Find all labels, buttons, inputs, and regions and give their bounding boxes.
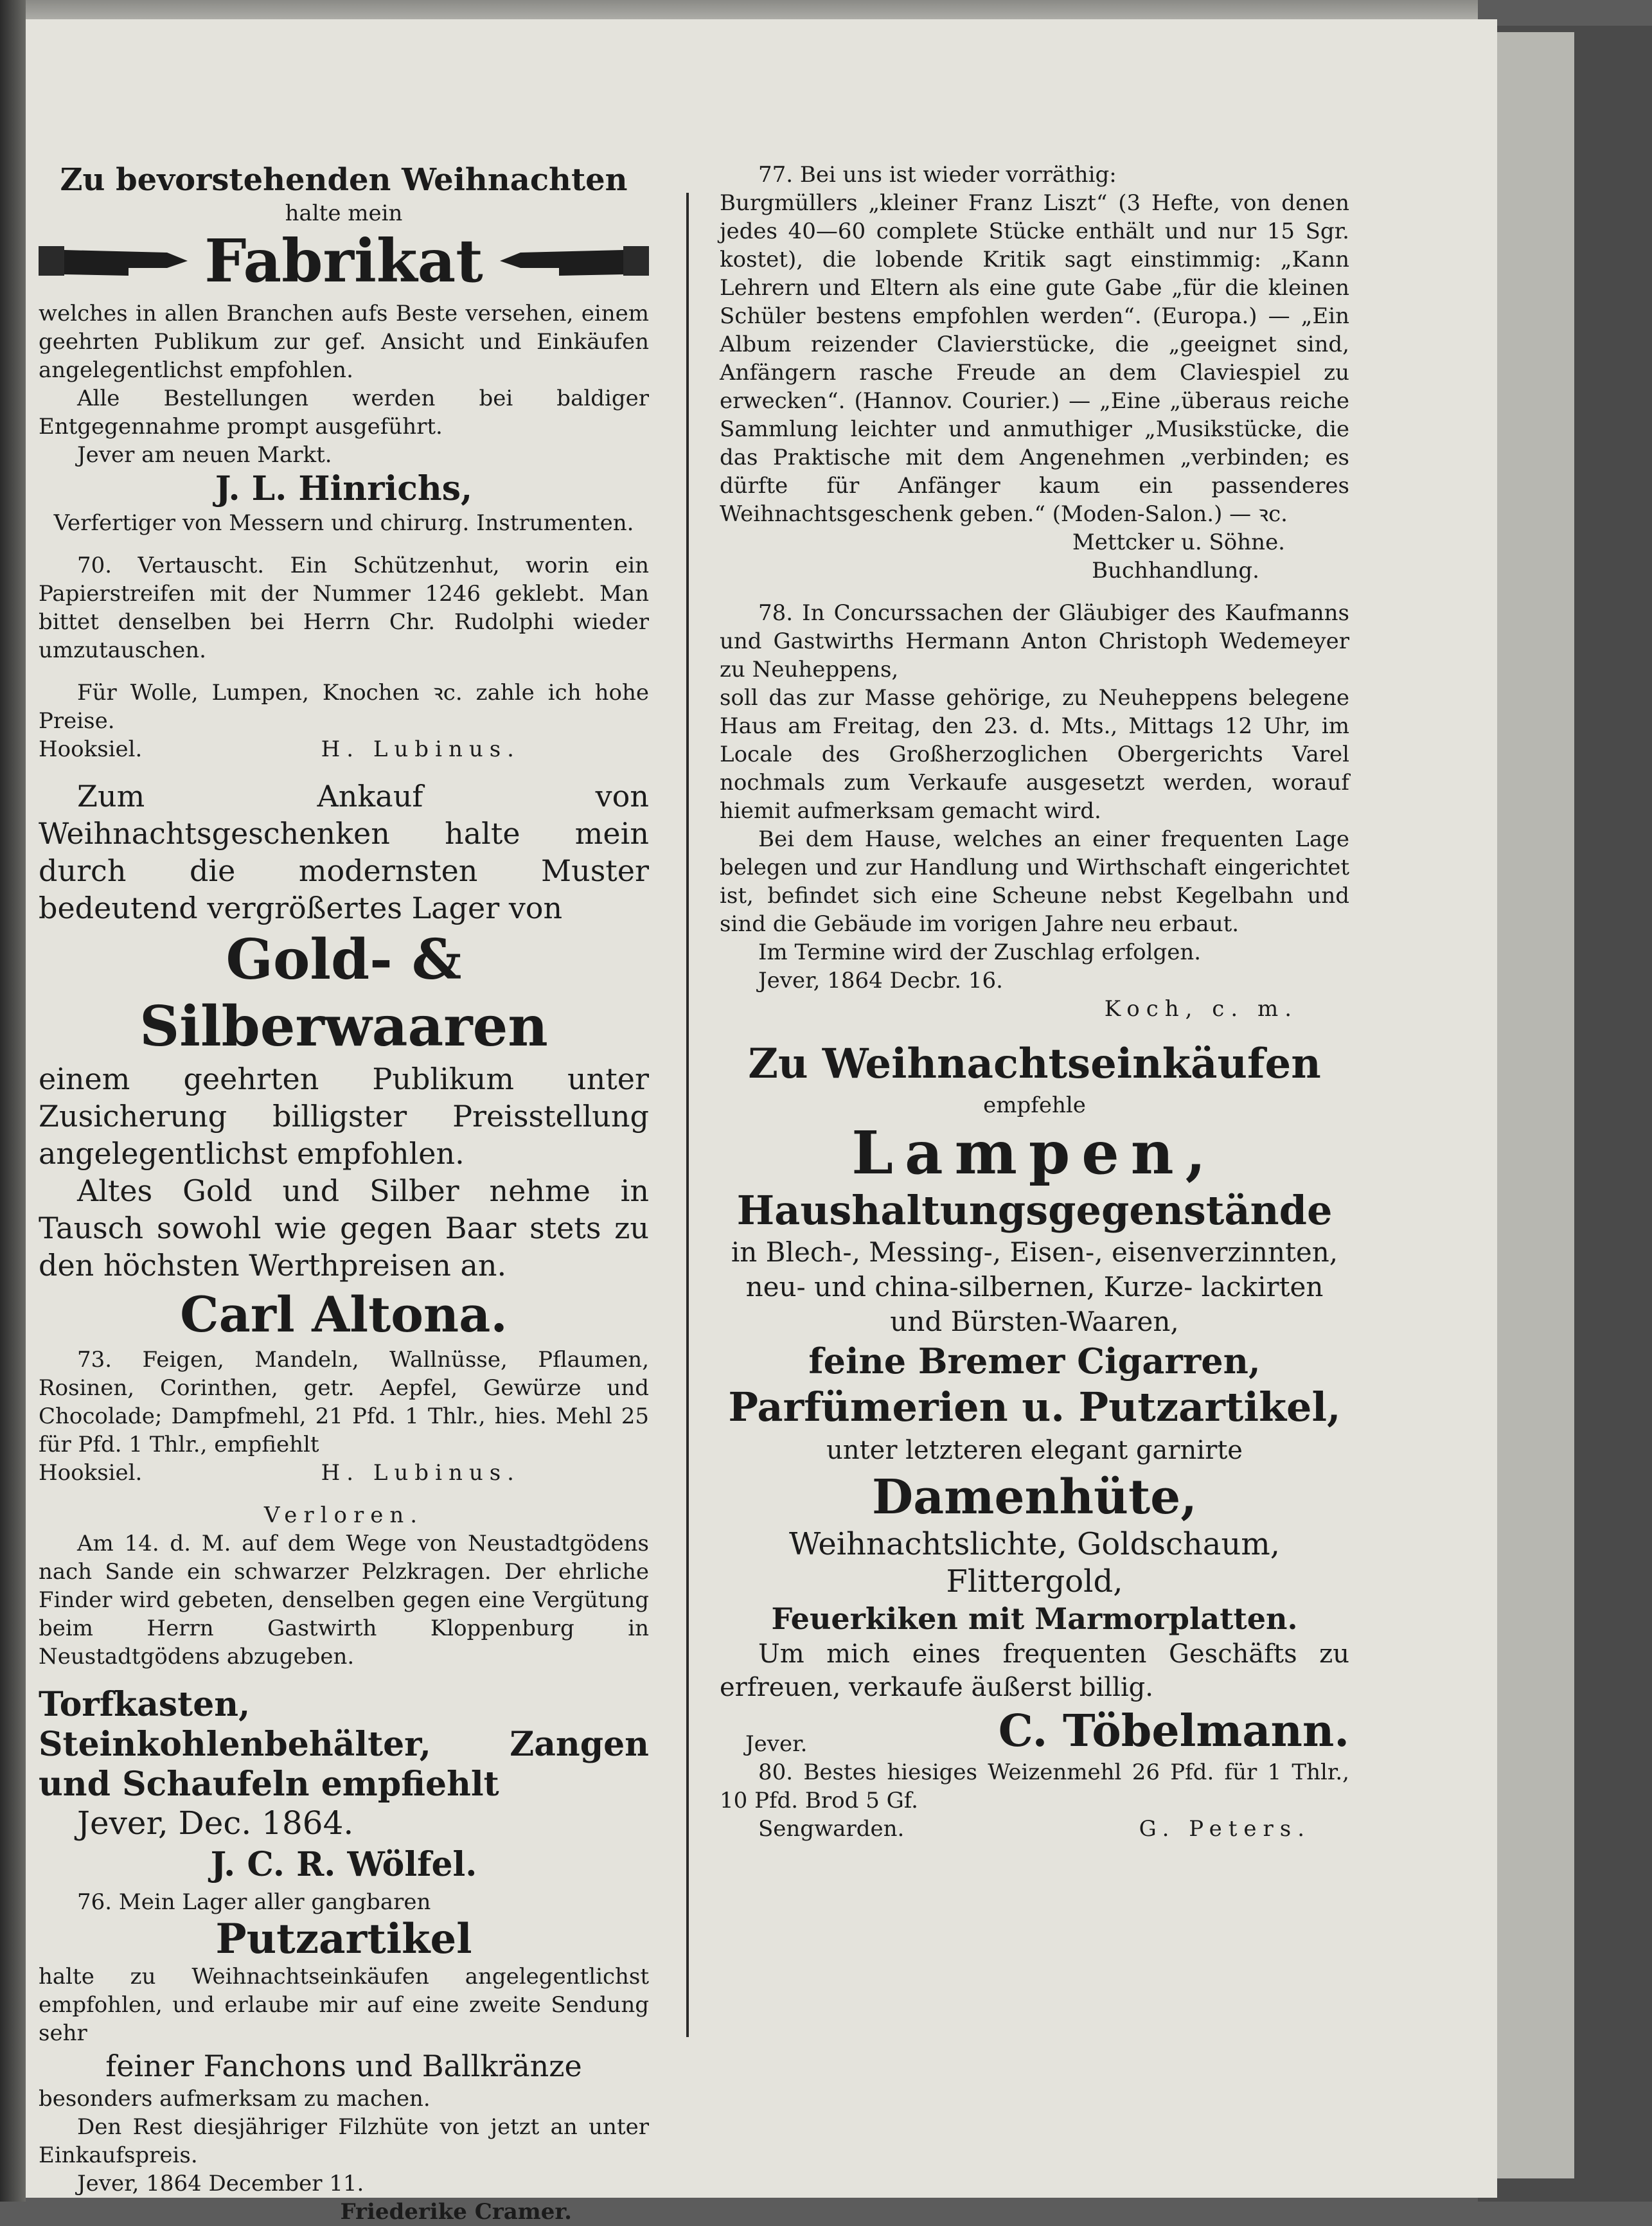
signature-place: Sengwarden. [758,1816,905,1842]
ad-hinrichs-trade: Verfertiger von Messern und chirurg. Instrumenten. [53,510,634,536]
right-column [720,161,1349,1843]
ad-cigarren-headline: feine Bremer Cigarren, [808,1340,1261,1382]
ad-lampen-headline: Lampen, [851,1118,1218,1188]
notice-77-intro: 77. Bei uns ist wieder vorräthig: [758,162,1117,188]
notice-73: 73. Feigen, Mandeln, Wallnüsse, Pflaumen, Rosinen, Corinthen, getr. Aepfel, Gewürze und Chocolade; Dampfmehl, 21 Pfd. 1 Thlr., hies. Mehl 25 für Pfd. 1 Thlr., empfiehlt [39,1347,649,1457]
signature-hooksiel [39,735,649,763]
notice-77-text: Burgmüllers „kleiner Franz Liszt“ (3 Hefte, von denen jedes 40—60 complete Stücke enthält und nur 15 Sgr. kostet), die lobende Kritik sagt einstimmig: „Kann Lehrern und Eltern als eine gute Gabe „für die kleinen Schüler bestens empfohlen werden“. (Europa.) — „Ein Album reizender Clavierstücke, die „geeignet sind, Anfängern rasche Freude an dem Claviespiel zu erwecken“. (Hannov. Courier.) — „Eine „überaus reiche Sammlung leichter und anmuthiger „Musikstücke, die das Praktische mit dem Angenehmen „verbinden; es dürfte für Anfänger kaum ein passenderes Weihnachtsgeschenk geben.“ (Moden-Salon.) — ꝛc. [720,190,1349,527]
ad-flittergold-text: Flittergold, [946,1563,1123,1599]
notice-76-name: Friederike Cramer. [340,2199,572,2225]
notice-78-text-3: Im Termine wird der Zuschlag erfolgen. [758,939,1202,965]
ad-empfehle: empfehle [983,1092,1086,1118]
putzartikel-headline: Putzartikel [215,1915,472,1963]
ad-haushalt-headline: Haushaltungsgegenstände [736,1187,1333,1234]
ad-toebelmann-signature [720,1704,1349,1758]
verloren-heading: Verloren. [263,1502,424,1528]
signature-place: Hooksiel. [39,1460,143,1486]
ad-hinrichs-name: J. L. Hinrichs, [215,469,473,508]
ad-feuerkiken-text: Feuerkiken mit Marmorplatten. [771,1601,1298,1636]
notice-76-date: Jever, 1864 December 11. [77,2171,364,2196]
left-column [39,161,649,2226]
ad-gold-headline: Gold- & Silberwaaren [139,927,548,1059]
notice-76-intro: 76. Mein Lager aller gangbaren [77,1889,431,1915]
notice-verloren: Am 14. d. M. auf dem Wege von Neustadtgödens nach Sande ein schwarzer Pelzkragen. Der ehrliche Finder wird gebeten, denselben gegen eine Vergütung beim Herrn Gastwirth Kloppenburg in Neustadtgödens abzugeben. [39,1531,649,1670]
notice-76-text-2: besonders aufmerksam zu machen. [39,2086,431,2112]
notice-wolle: Für Wolle, Lumpen, Knochen ꝛc. zahle ich hohe Preise. [39,680,649,734]
notice-78-text-2: Bei dem Hause, welches an einer frequenten Lage belegen und zur Handlung und Wirthschaft eingerichtet ist, befindet sich eine Scheune nebst Kegelbahn und sind die Gebäude im vorigen Jahre neu erbaut. [720,826,1349,937]
notice-77-signature: Mettcker u. Söhne. [1072,530,1285,555]
notice-78-signature: Koch, c. m. [1104,996,1298,1022]
ad-hinrichs-headline: Zu bevorstehenden Weihnachten [60,162,628,198]
signature-place: Jever. [745,1731,808,1757]
ad-gold-name: Carl Altona. [180,1286,508,1343]
ad-weihlichte-text: Weihnachtslichte, Goldschaum, [788,1526,1281,1562]
ad-frequent-text: Um mich eines frequenten Geschäfts zu erfreuen, verkaufe äußerst billig. [720,1639,1349,1702]
ad-torf-name: J. C. R. Wölfel. [210,1845,477,1884]
ad-gold-text: einem geehrten Publikum unter Zusicherung billigster Preisstellung angelegentlichst empfohlen. [39,1062,649,1171]
ad-hinrichs-text-2: Alle Bestellungen werden bei baldiger Entgegennahme prompt ausgeführt. [39,386,649,440]
signature-name: H. Lubinus. [321,736,520,762]
ad-materials-text: in Blech-, Messing-, Eisen-, eisenverzinnten, neu- und china-silbernen, Kurze- lackirten und Bürsten-Waaren, [731,1236,1338,1337]
signature-name: G. Peters. [1139,1816,1311,1842]
signature-hooksiel-2 [39,1459,649,1487]
notice-76-text-3: Den Rest diesjähriger Filzhüte von jetzt an unter Einkaufspreis. [39,2114,649,2168]
fabrikat-title: Fabrikat [204,226,483,296]
notice-80-signature [720,1815,1349,1843]
signature-name: H. Lubinus. [321,1460,520,1486]
ad-parfuem-headline: Parfümerien u. Putzartikel, [728,1384,1341,1430]
pointing-hand-left-icon [495,238,649,283]
notice-77-signature-2: Buchhandlung. [1092,558,1259,583]
ad-torf-headline: Torfkasten, Steinkohlenbehälter, Zangen und Schaufeln empfiehlt [39,1685,649,1804]
pointing-hand-right-icon [39,238,193,283]
ad-hinrichs-text: welches in allen Branchen aufs Beste versehen, einem geehrten Publikum zur gef. Ansicht und Einkäufen angelegentlichst empfohlen. [39,301,649,383]
fanchons-headline: feiner Fanchons und Ballkränze [105,2049,582,2083]
notice-70: 70. Vertauscht. Ein Schützenhut, worin ein Papierstreifen mit der Nummer 1246 geklebt. Man bittet denselben bei Herrn Chr. Rudolphi wieder umzutauschen. [39,553,649,663]
ad-garnirte-text: unter letzteren elegant garnirte [826,1436,1243,1465]
column-divider [686,193,689,2037]
ad-torf-date: Jever, Dec. 1864. [77,1804,354,1842]
signature-place: Hooksiel. [39,736,143,762]
notice-78-intro: 78. In Concurssachen der Gläubiger des Kaufmanns und Gastwirths Hermann Anton Christoph Wedemeyer zu Neuheppens, [720,600,1349,682]
ad-hinrichs-subhead: halte mein [285,200,403,226]
signature-name: C. Töbelmann. [998,1705,1349,1757]
ad-gold-text-2: Altes Gold und Silber nehme in Tausch sowohl wie gegen Baar stets zu den höchsten Werthpreisen an. [39,1173,649,1283]
ad-hinrichs-place: Jever am neuen Markt. [77,442,332,468]
notice-78-date: Jever, 1864 Decbr. 16. [758,968,1003,993]
notice-76-text: halte zu Weihnachtseinkäufen angelegentlichst empfohlen, und erlaube mir auf eine zweite Sendung sehr [39,1964,649,2046]
ad-damenhuete-headline: Damenhüte, [872,1470,1197,1525]
ad-weihnacht-headline: Zu Weihnachtseinkäufen [748,1040,1321,1088]
ad-gold-intro: Zum Ankauf von Weihnachtsgeschenken halte mein durch die modernsten Muster bedeutend vergrößertes Lager von [39,779,649,925]
notice-78-text: soll das zur Masse gehörige, zu Neuheppens belegene Haus am Freitag, den 23. d. Mts., Mittags 12 Uhr, im Locale des Großherzoglichen Obergerichts Varel nochmals zum Verkaufe ausgesetzt werden, worauf hiemit aufmerksam gemacht wird. [720,685,1349,824]
notice-80-text: 80. Bestes hiesiges Weizenmehl 26 Pfd. für 1 Thlr., 10 Pfd. Brod 5 Gf. [720,1759,1349,1813]
fabrikat-row [39,227,649,294]
book-spine [0,0,26,2202]
